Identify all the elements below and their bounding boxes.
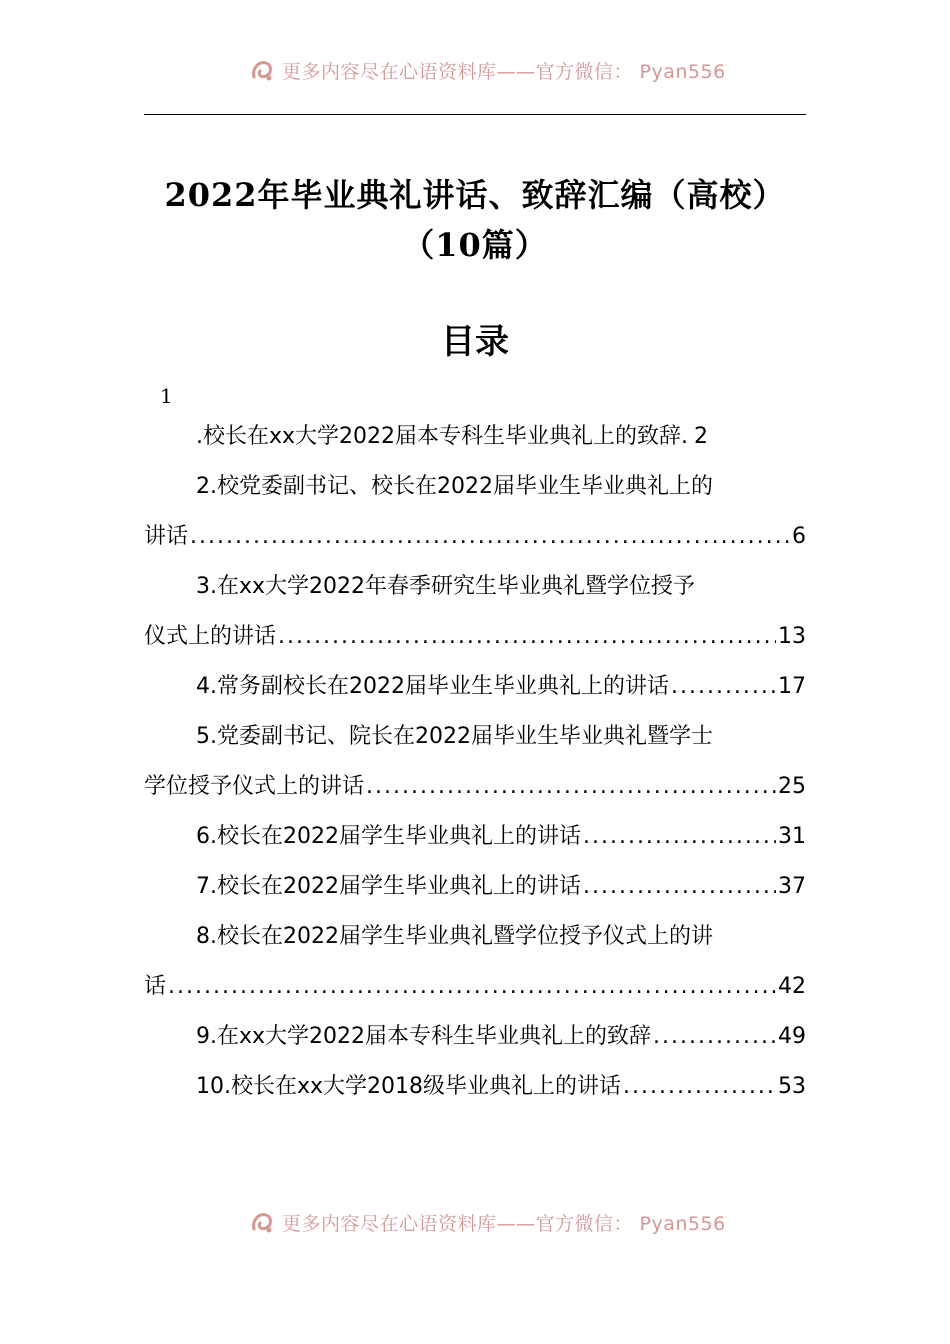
toc-entry-3-line-2[interactable]	[144, 612, 806, 662]
toc-entry-text: 4.常务副校长在2022届毕业生毕业典礼上的讲话	[196, 674, 669, 699]
toc-entry-page: 53	[778, 1074, 806, 1099]
toc-entry-text: 8.校长在2022届学生毕业典礼暨学位授予仪式上的讲	[196, 924, 713, 949]
toc-entry-9[interactable]	[144, 1012, 806, 1062]
toc-leader-dots	[168, 962, 776, 1012]
toc-leader-dots	[583, 812, 776, 862]
toc-entry-text: .校长在xx大学2022届本专科生毕业典礼上的致辞.	[196, 424, 689, 449]
toc-entry-text: 5.党委副书记、院长在2022届毕业生毕业典礼暨学士	[196, 724, 713, 749]
footer-watermark-text: 更多内容尽在心语资料库——官方微信： Pyan556	[282, 1212, 726, 1235]
toc-first-number: 1	[160, 384, 173, 408]
toc-entry-1[interactable]	[144, 412, 806, 462]
toc-entry-8-line-1[interactable]	[144, 912, 806, 962]
toc-leader-dots	[366, 762, 776, 812]
header-watermark	[250, 55, 726, 85]
toc-entry-text: 仪式上的讲话	[144, 624, 277, 649]
toc-entry-4[interactable]	[144, 662, 806, 712]
footer-watermark	[250, 1207, 726, 1237]
toc-list	[144, 380, 806, 1112]
toc-leader-dots	[653, 1012, 776, 1062]
toc-entry-6[interactable]	[144, 812, 806, 862]
toc-entry-text: 讲话	[144, 524, 189, 549]
toc-entry-5-line-2[interactable]	[144, 762, 806, 812]
toc-leader-dots	[190, 512, 790, 562]
toc-entry-text: 9.在xx大学2022届本专科生毕业典礼上的致辞	[196, 1024, 652, 1049]
toc-entry-text: 10.校长在xx大学2018级毕业典礼上的讲话	[196, 1074, 622, 1099]
toc-entry-page: 17	[778, 674, 806, 699]
toc-entry-page: 2	[694, 424, 709, 449]
toc-entry-page: 31	[778, 824, 806, 849]
toc-entry-page: 13	[778, 624, 806, 649]
watermark-logo-icon	[250, 1209, 276, 1235]
toc-entry-3-line-1[interactable]	[144, 562, 806, 612]
toc-entry-page: 42	[778, 974, 806, 999]
toc-entry-7[interactable]	[144, 862, 806, 912]
toc-leader-dots	[671, 662, 776, 712]
document-title-line-1: 2022年毕业典礼讲话、致辞汇编（高校）	[164, 176, 786, 214]
toc-entry-text: 7.校长在2022届学生毕业典礼上的讲话	[196, 874, 581, 899]
toc-heading: 目录	[441, 322, 509, 362]
header-watermark-text: 更多内容尽在心语资料库——官方微信： Pyan556	[282, 60, 726, 83]
toc-entry-text: 学位授予仪式上的讲话	[144, 774, 365, 799]
toc-entry-text: 2.校党委副书记、校长在2022届毕业生毕业典礼上的	[196, 474, 713, 499]
toc-entry-text: 6.校长在2022届学生毕业典礼上的讲话	[196, 824, 581, 849]
toc-entry-page: 49	[778, 1024, 806, 1049]
document-title	[110, 170, 840, 270]
toc-entry-10[interactable]	[144, 1062, 806, 1112]
toc-leader-dots	[623, 1062, 776, 1112]
toc-leader-dots	[278, 612, 776, 662]
toc-entry-page: 25	[778, 774, 806, 799]
header-rule	[144, 114, 806, 115]
toc-entry-page: 6	[792, 524, 806, 549]
toc-entry-text: 3.在xx大学2022年春季研究生毕业典礼暨学位授予	[196, 574, 696, 599]
toc-entry-5-line-1[interactable]	[144, 712, 806, 762]
toc-entry-text: 话	[144, 974, 167, 999]
toc-entry-8-line-2[interactable]	[144, 962, 806, 1012]
toc-entry-2-line-1[interactable]	[144, 462, 806, 512]
watermark-logo-icon	[250, 57, 276, 83]
document-title-line-2: （10篇）	[402, 226, 548, 264]
toc-entry-2-line-2[interactable]	[144, 512, 806, 562]
toc-leader-dots	[583, 862, 776, 912]
toc-entry-page: 37	[778, 874, 806, 899]
